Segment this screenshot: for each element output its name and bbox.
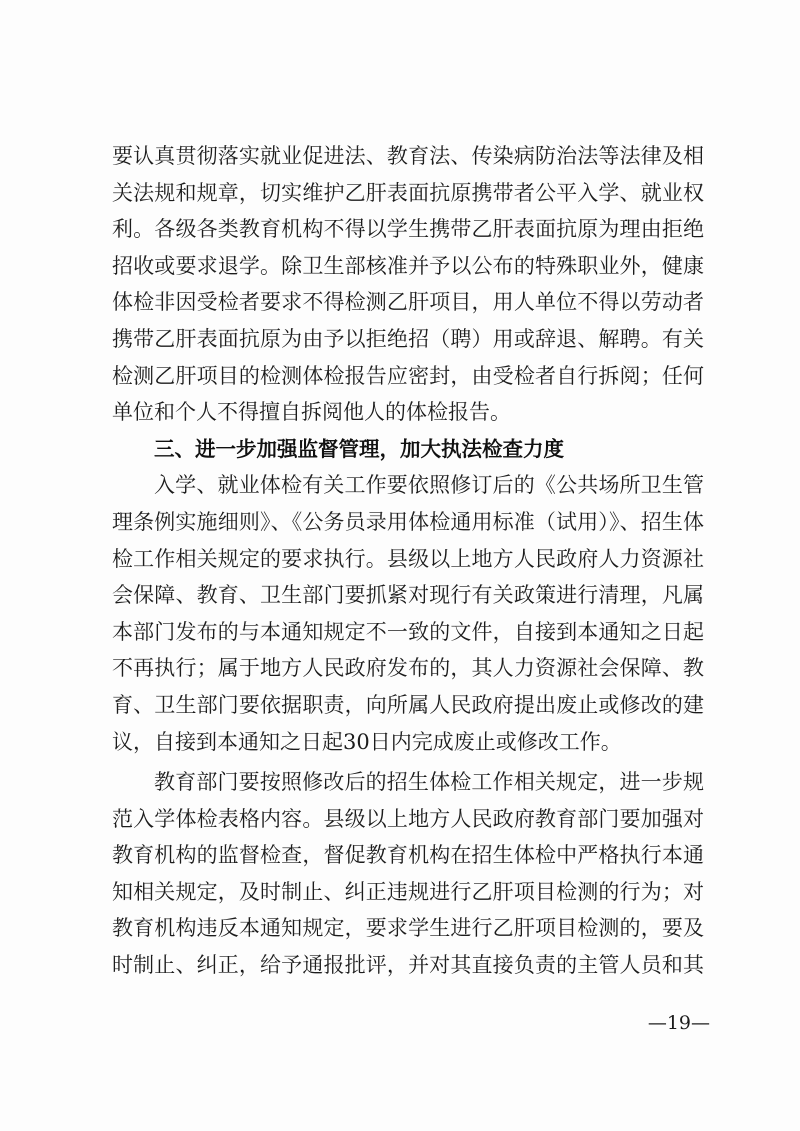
paragraph-line: 理条例实施细则》、《公务员录用体检通用标准（试用）》、招生体 xyxy=(112,509,704,534)
paragraph-line: 体检非因受检者要求不得检测乙肝项目，用人单位不得以劳动者 xyxy=(112,290,704,315)
section-heading: 三、进一步加强监督管理，加大执法检查力度 xyxy=(154,436,564,461)
paragraph-line: 利。各级各类教育机构不得以学生携带乙肝表面抗原为理由拒绝 xyxy=(112,217,704,242)
paragraph-line: 本部门发布的与本通知规定不一致的文件，自接到本通知之日起 xyxy=(112,619,704,644)
paragraph-line: 招收或要求退学。除卫生部核准并予以公布的特殊职业外，健康 xyxy=(112,253,704,278)
paragraph-line: 要认真贯彻落实就业促进法、教育法、传染病防治法等法律及相 xyxy=(112,144,704,168)
paragraph-line: 议，自接到本通知之日起30日内完成废止或修改工作。 xyxy=(112,729,622,754)
paragraph-line: 检工作相关规定的要求执行。县级以上地方人民政府人力资源社 xyxy=(112,546,704,571)
paragraph-line: 知相关规定，及时制止、纠正违规进行乙肝项目检测的行为；对 xyxy=(112,879,704,904)
paragraph-line: 携带乙肝表面抗原为由予以拒绝招（聘）用或辞退、解聘。有关 xyxy=(112,326,704,351)
paragraph-line: 教育机构违反本通知规定，要求学生进行乙肝项目检测的，要及 xyxy=(112,916,704,941)
paragraph-line: 检测乙肝项目的检测体检报告应密封，由受检者自行拆阅；任何 xyxy=(112,363,704,388)
paragraph-line: 教育部门要按照修改后的招生体检工作相关规定，进一步规 xyxy=(154,770,704,795)
paragraph-line: 关法规和规章，切实维护乙肝表面抗原携带者公平入学、就业权 xyxy=(112,180,704,205)
paragraph-line: 育、卫生部门要依据职责，向所属人民政府提出废止或修改的建 xyxy=(112,692,704,717)
paragraph-line: 不再执行；属于地方人民政府发布的，其人力资源社会保障、教 xyxy=(112,656,704,681)
paragraph-line: 范入学体检表格内容。县级以上地方人民政府教育部门要加强对 xyxy=(112,806,704,831)
page-number: —19— xyxy=(647,1012,710,1034)
paragraph-line: 时制止、纠正，给予通报批评，并对其直接负责的主管人员和其 xyxy=(112,953,704,978)
paragraph-line: 入学、就业体检有关工作要依照修订后的《公共场所卫生管 xyxy=(154,473,704,498)
paragraph-line: 会保障、教育、卫生部门要抓紧对现行有关政策进行清理，凡属 xyxy=(112,583,704,608)
paragraph-line: 教育机构的监督检查，督促教育机构在招生体检中严格执行本通 xyxy=(112,843,704,868)
paragraph-line: 单位和个人不得擅自拆阅他人的体检报告。 xyxy=(112,400,511,425)
document-body xyxy=(112,138,704,984)
